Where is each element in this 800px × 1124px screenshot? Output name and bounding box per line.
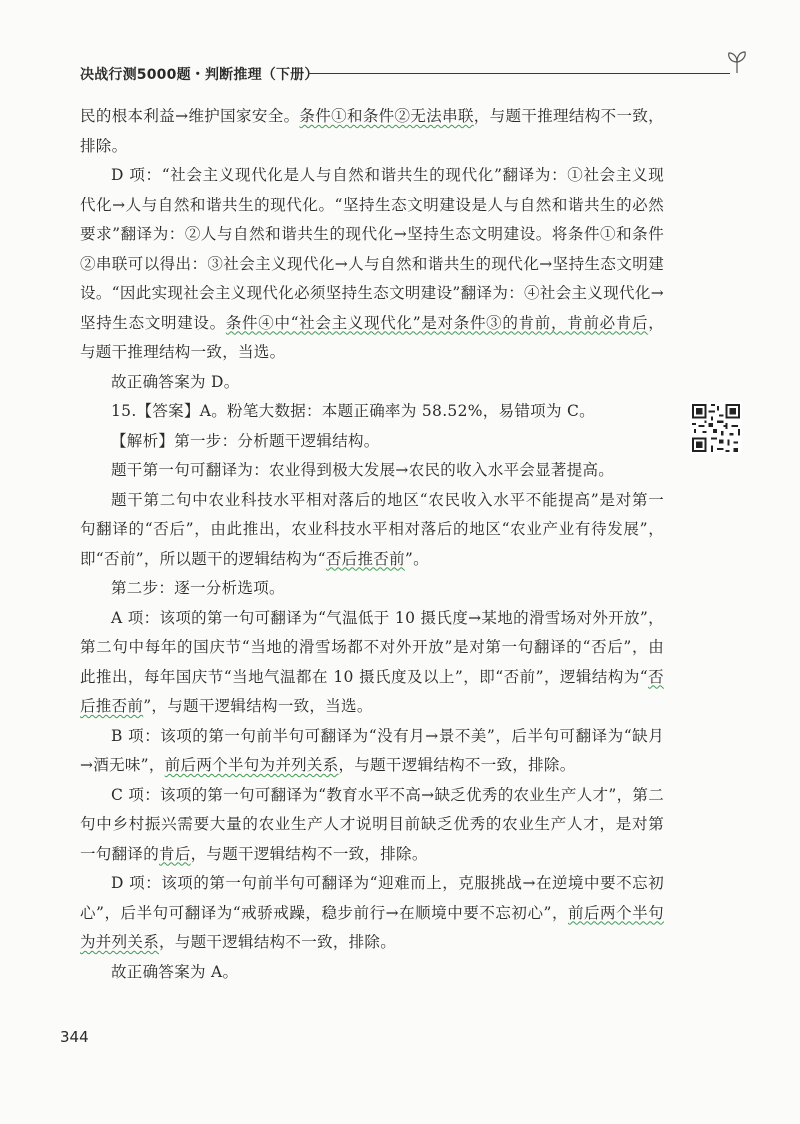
text-run: ，与题干逻辑结构不一致，排除。 xyxy=(190,844,428,863)
leaf-sprout-icon xyxy=(726,50,748,74)
text-run: ”，与题干逻辑结构一致，当选。 xyxy=(143,697,373,715)
highlighted-phrase: 否后推否前 xyxy=(325,549,405,568)
explanation-body xyxy=(80,102,664,987)
book-title: 决战行测5000题・判断推理（下册） xyxy=(80,67,319,83)
highlighted-phrase: 条件①和条件②无法串联 xyxy=(299,107,474,125)
text-run: D 项：“社会主义现代化是人与自然和谐共生的现代化”翻译为：①社会主义现代化→人与自然和谐共生的现代化。“坚持生态文明建设是人与自然和谐共生的必然要求”翻译为：②人与自然和谐共生的现代化→坚持生态文明建设。将条件①和条件②串联可以得出：③社会主义现代化→人与自然和谐共生的现代化→坚持生态文明建设。“因此实现社会主义现代化必须坚持生态文明建设”翻译为：④社会主义现代化→坚持生态文明建设。 xyxy=(80,166,664,332)
page-number: 344 xyxy=(60,1028,89,1046)
paragraph xyxy=(80,368,664,398)
text-run: 故正确答案为 A。 xyxy=(111,962,239,981)
paragraph xyxy=(80,574,664,604)
paragraph xyxy=(80,427,664,457)
highlighted-phrase: 条件④中“社会主义现代化”是对条件③的肯前，肯前必肯后 xyxy=(225,313,649,332)
paragraph xyxy=(80,869,664,958)
page-header xyxy=(80,62,750,86)
highlighted-phrase: 前后两个半句为并列关系 xyxy=(80,903,664,951)
highlighted-phrase: 否后推否前 xyxy=(80,667,664,715)
highlighted-phrase: 前后两个半句为并列关系 xyxy=(164,756,339,774)
text-run: ”。 xyxy=(404,549,429,568)
text-run: 题干第一句可翻译为：农业得到极大发展→农民的收入水平会显著提高。 xyxy=(111,461,615,479)
paragraph xyxy=(80,486,664,575)
header-rule xyxy=(308,73,730,74)
text-run: ，与题干逻辑结构不一致，排除。 xyxy=(159,933,397,951)
text-run: 第二步：逐一分析选项。 xyxy=(111,579,285,597)
paragraph xyxy=(80,958,664,988)
text-run: 题干第二句中农业科技水平相对落后的地区“农民收入水平不能提高”是对第一句翻译的“否后”，由此推出，农业科技水平相对落后的地区“农业产业有待发展”，即“否前”，所以题干的逻辑结构为“ xyxy=(80,490,664,568)
text-run: ，与题干推理结构一致，当选。 xyxy=(80,313,665,361)
paragraph xyxy=(80,604,664,722)
text-run: C 项：该项的第一句可翻译为“教育水平不高→缺乏优秀的农业生产人才”，第二句中乡村振兴需要大量的农业生产人才说明目前缺乏优秀的农业生产人才，是对第一句翻译的 xyxy=(80,785,664,863)
paragraph xyxy=(80,781,664,870)
paragraph xyxy=(80,456,664,486)
text-run: ，与题干推理结构不一致，排除。 xyxy=(80,107,664,155)
text-run: 【解析】第一步：分析题干逻辑结构。 xyxy=(111,431,380,450)
text-run: A 项：该项的第一句可翻译为“气温低于 10 摄氏度→某地的滑雪场对外开放”，第二句中每年的国庆节“当地的滑雪场都不对外开放”是对第一句翻译的“否后”，由此推出，每年国庆节“当地气温都在 10 摄氏度及以上”，即“否前”，逻辑结构为“ xyxy=(80,608,664,686)
paragraph xyxy=(80,722,664,781)
text-run: B 项：该项的第一句前半句可翻译为“没有月→景不美”，后半句可翻译为“缺月→酒无味”， xyxy=(80,726,664,774)
text-run: D 项：该项的第一句前半句可翻译为“迎难而上，克服挑战→在逆境中要不忘初心”，后半句可翻译为“戒骄戒躁，稳步前行→在顺境中要不忘初心”， xyxy=(80,874,664,922)
paragraph xyxy=(80,397,664,427)
text-run: ，与题干逻辑结构不一致，排除。 xyxy=(338,756,576,774)
text-run: 15.【答案】A。粉笔大数据：本题正确率为 58.52%，易错项为 C。 xyxy=(111,402,595,420)
paragraph xyxy=(80,161,664,368)
highlighted-phrase: 肯后 xyxy=(159,844,191,863)
text-run: 故正确答案为 D。 xyxy=(111,372,240,391)
paragraph xyxy=(80,102,664,161)
text-run: 民的根本利益→维护国家安全。 xyxy=(80,107,300,125)
qr-code-icon[interactable] xyxy=(690,402,742,454)
